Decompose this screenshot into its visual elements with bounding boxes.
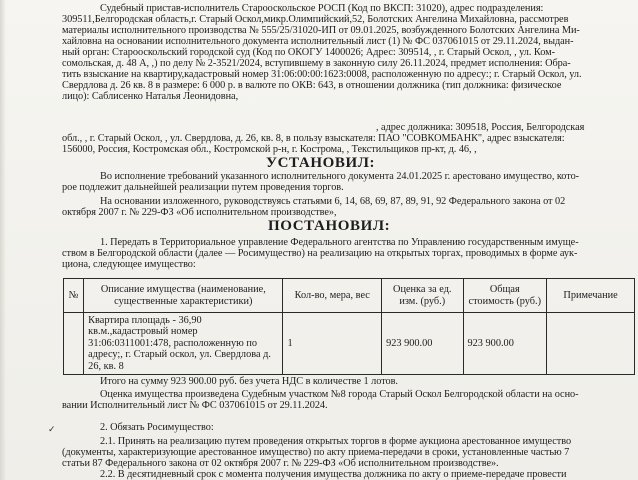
text-line: хайловна на основании исполнительного документа исполнительный лист (1) № ФС 037061015 от 29.11.2024, выдан- xyxy=(62,36,574,47)
col-header-description: Описание имущества (наименование, существенные характеристики) xyxy=(84,279,283,313)
col-header-total: Общая стоимость (руб.) xyxy=(463,279,547,313)
text-line: вании Исполнительный лист № ФС 037061015 от 29.11.2024. xyxy=(62,400,328,411)
text-line: 2.2. В десятидневный срок с момента получения имущества должника по акту о приеме-передаче провести xyxy=(100,469,567,480)
text-line: рое подлежит дальнейшей реализации путем проведения торгов. xyxy=(62,182,344,193)
cell-unit-price: 923 900.00 xyxy=(382,313,463,375)
text-line: циона, следующее имущество: xyxy=(62,259,196,270)
text-line: материалы исполнительного производства № 555/25/31020-ИП от 09.01.2025, возбужденного Болотских Ангелина Ми- xyxy=(62,25,580,36)
heading-established: УСТАНОВИЛ: xyxy=(266,155,376,171)
table-header-row xyxy=(64,279,635,313)
text-line: обл., , г. Старый Оскол, , ул. Свердлова, д. 26, кв. 8, в пользу взыскателя: ПАО "СОВКОМБАНК", адрес взыскателя: xyxy=(62,133,565,144)
scan-edge-shadow xyxy=(0,0,6,480)
text-line: ный орган: Старооскольский городской суд (Код по ОКОГУ 1400026; Адрес: 309514, , г. Старый Оскол, , ул. Ком- xyxy=(62,47,555,58)
heading-resolved: ПОСТАНОВИЛ: xyxy=(268,218,391,234)
property-table xyxy=(63,278,635,375)
col-header-number: № xyxy=(64,279,84,313)
cell-description: Квартира площадь - 36,90 кв.м.,кадастровый номер 31:06:0311001:478, расположенную по адресу;, г. Старый оскол, ул. Свердлова д. 26, кв. 8 xyxy=(84,313,283,375)
text-line: Итого на сумму 923 900.00 руб. без учета НДС в количестве 1 лотов. xyxy=(100,376,398,387)
text-line: сомольская, д. 48 А, ,) по делу № 2-3521/2024, вступившему в законную силу 26.11.2024, предмет исполнения: Обра- xyxy=(62,58,571,69)
cell-note xyxy=(547,313,635,375)
text-line: Во исполнение требований указанного исполнительного документа 24.01.2025 г. арестовано имущество, кото- xyxy=(100,171,580,182)
text-line: На основании изложенного, руководствуясь статьями 6, 14, 68, 69, 87, 89, 91, 92 Федерального закона от 02 xyxy=(100,196,566,207)
text-line: (документы, характеризующие арестованное имущество) по акту приема-передачи в сроки, установленные частью 7 xyxy=(62,447,570,458)
cell-total: 923 900.00 xyxy=(463,313,547,375)
text-line: тить взыскание на квартиру,кадастровый номер 31:06:00:00:1623:0008, расположенную по адресу:; г. Старый Оскол, ул. xyxy=(62,69,582,80)
debtor-address: , адрес должника: 309518, Россия, Белгородская xyxy=(376,122,585,133)
text-line: 1. Передать в Территориальное управление Федерального агентства по Управлению государственным имуще- xyxy=(100,237,579,248)
text-line: статьи 87 Федерального закона от 02 октября 2007 г. № 229-ФЗ «Об исполнительном производстве». xyxy=(62,458,499,469)
text-line: 2. Обязать Росимущество: xyxy=(100,422,214,433)
text-line: 156000, Россия, Костромская обл., Костромской р-н, г. Кострома, , Текстильщиков пр-кт, д. 46, , xyxy=(62,144,477,155)
text-line: лицо): Саблисенко Наталья Леонидовна, xyxy=(62,91,239,102)
col-header-unit-price: Оценка за ед. изм. (руб.) xyxy=(382,279,463,313)
col-header-quantity: Кол-во, мера, вес xyxy=(283,279,382,313)
text-line: Судебный пристав-исполнитель Старооскольское РОСП (Код по ВКСП: 31020), адрес подразделения: xyxy=(100,3,544,14)
text-line: Оценка имущества произведена Судебным участком №8 города Старый Оскол Белгородской области на осно- xyxy=(100,389,579,400)
col-header-note: Примечание xyxy=(547,279,635,313)
text-line: 2.1. Принять на реализацию путем проведения открытых торгов в форме аукциона арестованное имущество xyxy=(100,436,572,447)
text-line: октября 2007 г. № 229-ФЗ «Об исполнительном производстве», xyxy=(62,207,337,218)
table-row xyxy=(64,313,635,375)
cell-number xyxy=(64,313,84,375)
text-line: 309511,Белгородская область,г. Старый Оскол,микр.Олимпийский,52, Болотских Ангелина Михайловна, рассмотрев xyxy=(62,14,569,25)
text-line: ством в Белгородской области (далее — Росимущество) на реализацию на открытых торгах, проводимых в форме аук- xyxy=(62,248,578,259)
cell-quantity: 1 xyxy=(283,313,382,375)
scan-tick-mark: ✓ xyxy=(48,424,56,434)
text-line: Свердлова д. 26 кв. 8 в размере: 6 000 р. в валюте по ОКВ: 643, в отношении должника (тип должника: физическое xyxy=(62,80,562,91)
